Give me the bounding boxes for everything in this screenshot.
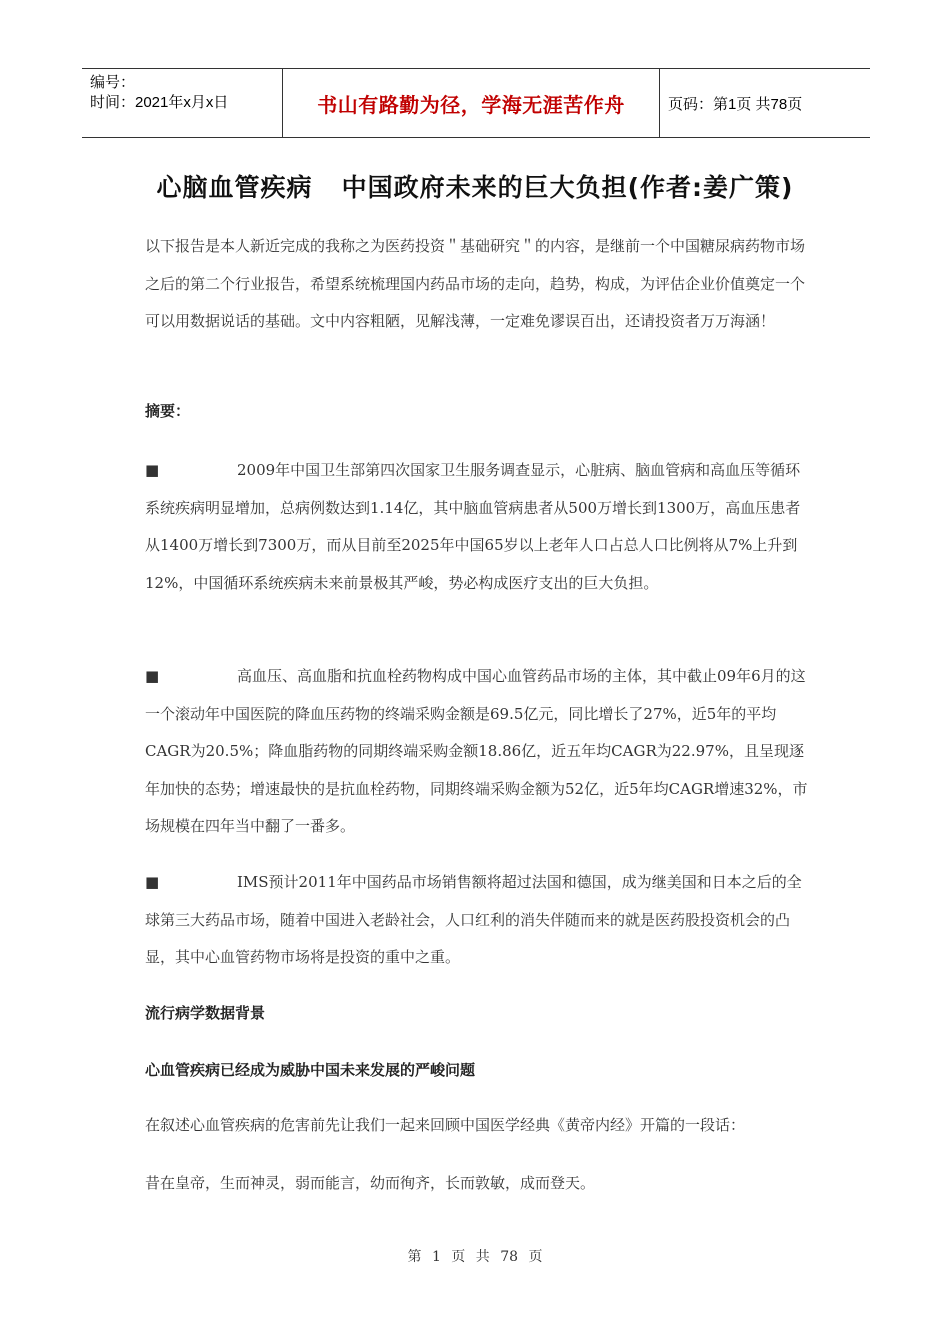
abstract-bullet-3 bbox=[145, 864, 810, 977]
bullet-square-icon: ■ bbox=[145, 873, 160, 891]
page-footer: 第 1 页 共 78 页 bbox=[407, 1249, 543, 1265]
bullet-text: 高血压、高血脂和抗血栓药物构成中国心血管药品市场的主体，其中截止09年6月的这一个滚动年中国医院的降血压药物的终端采购金额是69.5亿元，同比增长了27%，近5年的平均CAGR为20.5%；降血脂药物的同期终端采购金额18.86亿，近五年均CAGR为22.97%，且呈现逐年加快的态势；增速最快的是抗血栓药物，同期终端采购金额为52亿，近5年均CAGR增速32%，市场规模在四年当中翻了一番多。 bbox=[145, 667, 808, 835]
header-motto-cell bbox=[282, 69, 660, 137]
abstract-label: 摘要： bbox=[145, 402, 191, 420]
bullet-square-icon: ■ bbox=[145, 667, 160, 685]
section-heading: 流行病学数据背景 bbox=[145, 1004, 266, 1022]
abstract-bullet-1 bbox=[145, 452, 810, 602]
header-motto: 书山有路勤为径，学海无涯苦作舟 bbox=[317, 92, 625, 117]
subsection-heading: 心血管疾病已经成为威胁中国未来发展的严峻问题 bbox=[145, 1061, 476, 1079]
document-date: 时间：2021年x月x日 bbox=[90, 94, 229, 111]
header-meta bbox=[82, 69, 282, 137]
header-page-info: 页码：第1页 共78页 bbox=[668, 95, 803, 113]
body-paragraph-1: 在叙述心血管疾病的危害前先让我们一起来回顾中国医学经典《黄帝内经》开篇的一段话： bbox=[145, 1116, 746, 1134]
document-title: 心脑血管疾病 中国政府未来的巨大负担(作者:姜广策) bbox=[156, 173, 794, 202]
intro-paragraph: 以下报告是本人新近完成的我称之为医药投资＂基础研究＂的内容，是继前一个中国糖尿病药物市场之后的第二个行业报告，希望系统梳理国内药品市场的走向，趋势，构成，为评估企业价值奠定一个可以用数据说话的基础。文中内容粗陋，见解浅薄，一定难免谬误百出，还请投资者万万海涵！ bbox=[145, 237, 806, 330]
bullet-text: 2009年中国卫生部第四次国家卫生服务调查显示，心脏病、脑血管病和高血压等循环系统疾病明显增加，总病例数达到1.14亿，其中脑血管病患者从500万增长到1300万，高血压患者从1400万增长到7300万，而从目前至2025年中国65岁以上老年人口占总人口比例将从7%上升到12%，中国循环系统疾病未来前景极其严峻，势必构成医疗支出的巨大负担。 bbox=[145, 461, 801, 592]
page-header bbox=[82, 68, 870, 138]
bullet-square-icon: ■ bbox=[145, 461, 160, 479]
document-number: 编号： bbox=[90, 74, 136, 91]
body-paragraph-2: 昔在皇帝，生而神灵，弱而能言，幼而徇齐，长而敦敏，成而登天。 bbox=[145, 1174, 596, 1192]
bullet-text: IMS预计2011年中国药品市场销售额将超过法国和德国，成为继美国和日本之后的全球第三大药品市场，随着中国进入老龄社会，人口红利的消失伴随而来的就是医药股投资机会的凸显，其中心血管药物市场将是投资的重中之重。 bbox=[145, 873, 802, 966]
abstract-bullet-2 bbox=[145, 658, 810, 846]
